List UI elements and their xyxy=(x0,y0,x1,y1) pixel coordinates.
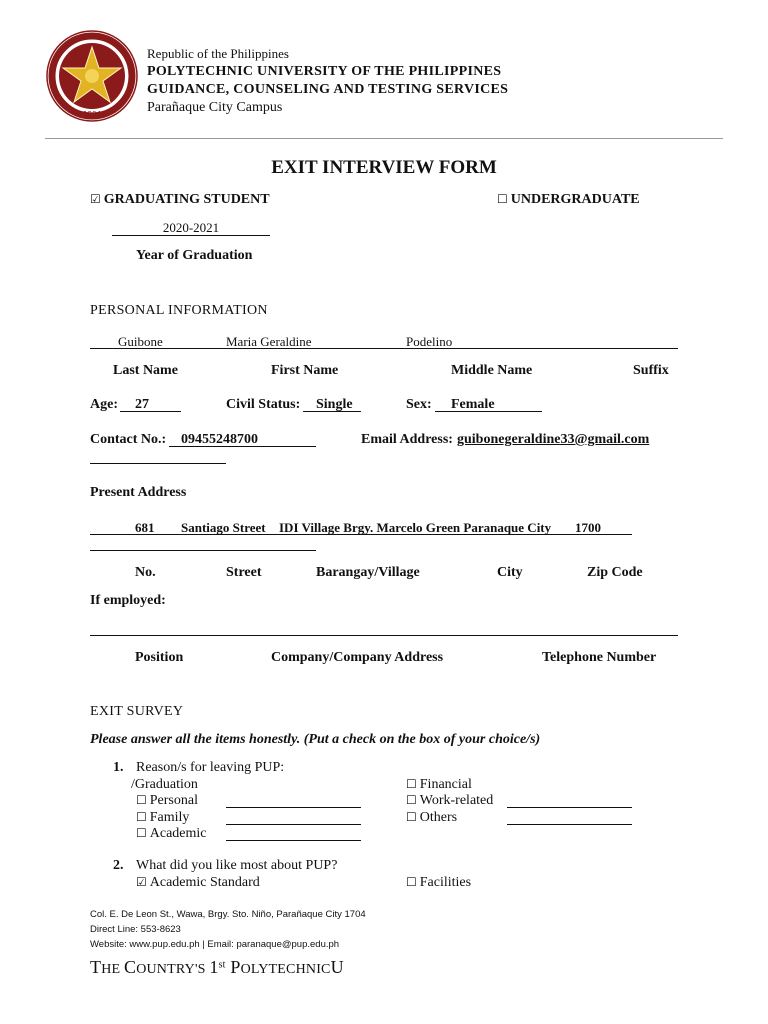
option-academic[interactable]: ☐ Academic xyxy=(136,826,207,841)
family-reason-field[interactable] xyxy=(226,810,361,825)
zip-label: Zip Code xyxy=(587,565,643,580)
sex-value: Female xyxy=(451,397,495,412)
company-label: Company/Company Address xyxy=(271,650,444,665)
address-no-value: 681 xyxy=(135,520,155,535)
exit-survey-heading: EXIT SURVEY xyxy=(90,704,184,719)
footer-tagline: THE COUNTRY'S 1st POLYTECHNICU xyxy=(90,957,344,977)
personal-reason-field[interactable] xyxy=(226,793,361,808)
year-label: Year of Graduation xyxy=(136,248,253,263)
undergraduate-option[interactable]: ☐ UNDERGRADUATE xyxy=(497,192,640,207)
q2-number: 2. xyxy=(113,858,124,873)
header-divider xyxy=(45,138,723,139)
email-label: Email Address: xyxy=(361,432,453,447)
unchecked-box-icon[interactable]: ☐ xyxy=(406,777,417,791)
unchecked-box-icon[interactable]: ☐ xyxy=(406,793,417,807)
academic-reason-field[interactable] xyxy=(226,826,361,841)
telephone-label: Telephone Number xyxy=(542,650,657,665)
option-family[interactable]: ☐ Family xyxy=(136,810,190,825)
footer-direct-line: Direct Line: 553-8623 xyxy=(90,924,181,935)
position-label: Position xyxy=(135,650,184,665)
present-address-heading: Present Address xyxy=(90,485,187,500)
address-barangay-value: IDI Village Brgy. Marcelo Green Paranaque City xyxy=(279,520,552,535)
checkmark-icon[interactable]: / xyxy=(131,777,135,792)
city-label: City xyxy=(497,565,523,580)
checked-box-icon[interactable]: ☑ xyxy=(136,875,147,889)
form-title: EXIT INTERVIEW FORM xyxy=(271,157,497,178)
barangay-label: Barangay/Village xyxy=(316,565,420,580)
university-seal xyxy=(46,30,138,122)
last-name-label: Last Name xyxy=(113,363,178,378)
unchecked-box-icon[interactable]: ☐ xyxy=(136,793,147,807)
civil-status-label: Civil Status: xyxy=(226,397,301,412)
email-continuation-line[interactable] xyxy=(90,450,226,464)
option-academic-standard[interactable]: ☑ Academic Standard xyxy=(136,875,260,890)
middle-name-label: Middle Name xyxy=(451,363,533,378)
name-field-line[interactable] xyxy=(90,334,678,349)
work-related-reason-field[interactable] xyxy=(507,793,632,808)
survey-instruction: Please answer all the items honestly. (Put a check on the box of your choice/s) xyxy=(90,732,541,747)
address-street-value: Santiago Street xyxy=(181,520,266,535)
republic-label: Republic of the Philippines xyxy=(147,46,289,61)
no-label: No. xyxy=(135,565,156,580)
unchecked-box-icon[interactable]: ☐ xyxy=(136,810,147,824)
first-name-value: Maria Geraldine xyxy=(226,334,312,349)
suffix-label: Suffix xyxy=(633,363,669,378)
office-name: GUIDANCE, COUNSELING AND TESTING SERVICES xyxy=(147,82,509,97)
q2-text: What did you like most about PUP? xyxy=(136,858,338,873)
unchecked-box-icon[interactable]: ☐ xyxy=(406,875,417,889)
unchecked-box-icon[interactable]: ☐ xyxy=(406,810,417,824)
option-graduation[interactable]: /Graduation xyxy=(131,777,198,792)
address-continuation-line[interactable] xyxy=(90,537,316,551)
q1-number: 1. xyxy=(113,760,124,775)
street-label: Street xyxy=(226,565,262,580)
checked-box-icon[interactable]: ☑ xyxy=(90,192,101,206)
unchecked-box-icon[interactable]: ☐ xyxy=(136,826,147,840)
age-label: Age: xyxy=(90,397,118,412)
sex-label: Sex: xyxy=(406,397,432,412)
employment-field-line[interactable] xyxy=(90,620,678,636)
q1-text: Reason/s for leaving PUP: xyxy=(136,760,285,775)
contact-value: 09455248700 xyxy=(181,432,258,447)
civil-status-value: Single xyxy=(316,397,353,412)
age-value: 27 xyxy=(135,397,149,412)
option-work-related[interactable]: ☐ Work-related xyxy=(406,793,494,808)
middle-name-value: Podelino xyxy=(406,334,453,349)
option-others[interactable]: ☐ Others xyxy=(406,810,458,825)
option-personal[interactable]: ☐ Personal xyxy=(136,793,198,808)
year-value: 2020-2021 xyxy=(162,220,220,235)
option-financial[interactable]: ☐ Financial xyxy=(406,777,472,792)
unchecked-box-icon[interactable]: ☐ xyxy=(497,192,508,206)
option-facilities[interactable]: ☐ Facilities xyxy=(406,875,472,890)
personal-info-heading: PERSONAL INFORMATION xyxy=(90,303,268,318)
graduating-student-option[interactable]: ☑ GRADUATING STUDENT xyxy=(90,192,270,207)
first-name-label: First Name xyxy=(271,363,339,378)
contact-label: Contact No.: xyxy=(90,432,167,447)
address-zip-value: 1700 xyxy=(575,520,601,535)
email-value[interactable]: guibonegeraldine33@gmail.com xyxy=(457,432,650,447)
svg-text:1904: 1904 xyxy=(83,110,101,118)
university-name: POLYTECHNIC UNIVERSITY OF THE PHILIPPINES xyxy=(147,64,502,79)
if-employed-label: If employed: xyxy=(90,593,166,608)
campus-name: Parañaque City Campus xyxy=(147,100,283,115)
footer-website: Website: www.pup.edu.ph | Email: paranaque@pup.edu.ph xyxy=(90,939,340,950)
last-name-value: Guibone xyxy=(118,334,163,349)
footer-address: Col. E. De Leon St., Wawa, Brgy. Sto. Niño, Parañaque City 1704 xyxy=(90,909,366,920)
others-reason-field[interactable] xyxy=(507,810,632,825)
